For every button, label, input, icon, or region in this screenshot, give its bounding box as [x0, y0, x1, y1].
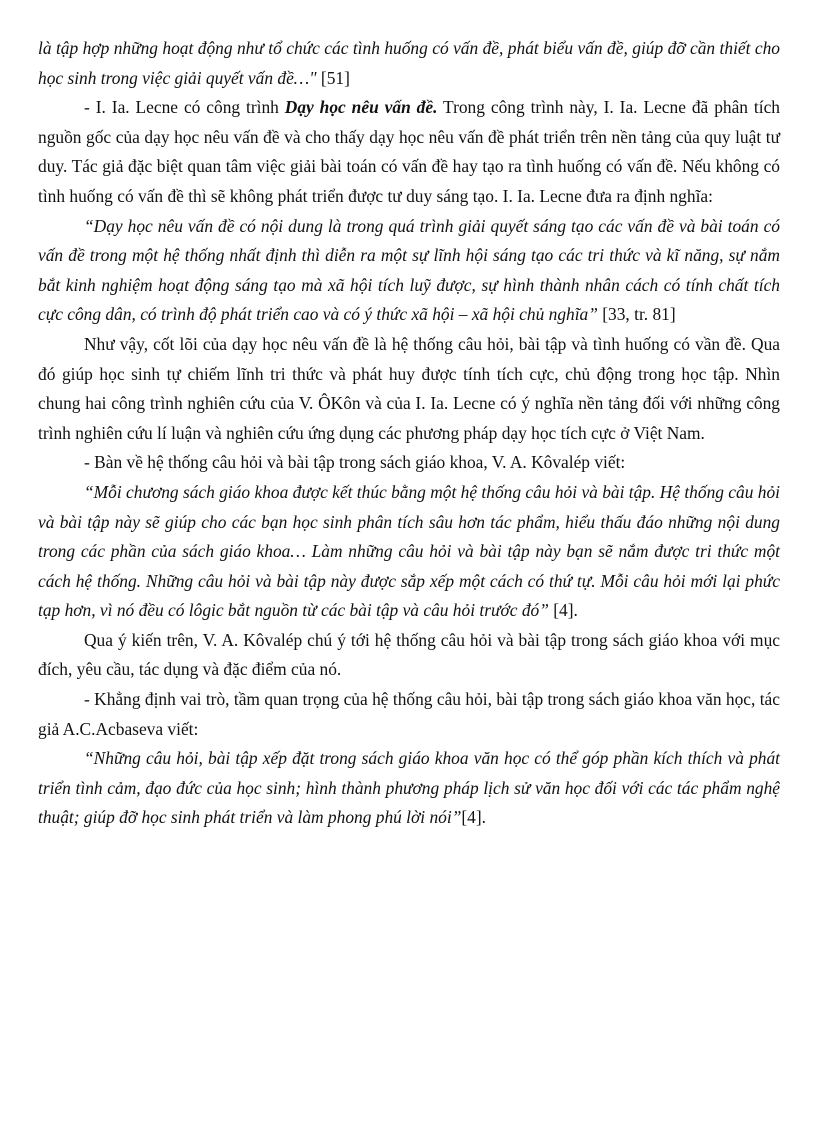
paragraph-text: - I. Ia. Lecne có công trình [84, 97, 285, 118]
citation: [51] [316, 67, 350, 88]
quote-text: “Mỗi chương sách giáo khoa được kết thúc bằng một hệ thống câu hỏi và bài tập. Hệ thống câu hỏi và bài tập này sẽ giúp cho các bạn học sinh phân tích sâu hơn tác phẩm, hiểu thấu đáo những nội dung trong các phần của sách giáo khoa… Làm những câu hỏi và bài tập này bạn sẽ nắm được tri thức một cách hệ thống. Những câu hỏi và bài tập này được sắp xếp một cách có thứ tự. Mỗi câu hỏi mới lại phức tạp hơn, vì nó đều có lôgic bắt nguồn từ các bài tập và câu hỏi trước đó” [38, 481, 780, 621]
quote-text: “Những câu hỏi, bài tập xếp đặt trong sách giáo khoa văn học có thể góp phần kích thích và phát triển tình cảm, đạo đức của học sinh; hình thành phương pháp lịch sử văn học đối với các tác phẩm nghệ thuật; giúp đỡ học sinh phát triển và làm phong phú lời nói” [38, 748, 780, 828]
paragraph-kovalep-quote [38, 478, 780, 626]
paragraph-text: Trong công trình này, I. Ia. Lecne đã phân tích nguồn gốc của dạy học nêu vấn đề và cho thấy dạy học nêu vấn đề phát triển trên nền tảng của quy luật tư duy. Tác giả đặc biệt quan tâm việc giải bài toán có vấn đề hay tạo ra tình huống có vấn đề. Nếu không có tình huống có vấn đề thì sẽ không phát triển được tư duy sáng tạo. I. Ia. Lecne đưa ra định nghĩa: [38, 97, 780, 206]
paragraph-kovalep-comment: Qua ý kiến trên, V. A. Kôvalép chú ý tới hệ thống câu hỏi và bài tập trong sách giáo khoa với mục đích, yêu cầu, tác dụng và đặc điểm của nó. [38, 629, 780, 680]
citation: [4]. [548, 600, 578, 621]
work-title: Dạy học nêu vấn đề. [284, 97, 438, 118]
paragraph-lecne-definition [38, 212, 780, 330]
paragraph-acbaseva-quote [38, 744, 780, 833]
quote-text: “Dạy học nêu vấn đề có nội dung là trong quá trình giải quyết sáng tạo các vấn đề và bài toán có vấn đề trong một hệ thống nhất định thì diễn ra một sự lĩnh hội sáng tạo các tri thức và kĩ năng, sự nắm bắt kinh nghiệm hoạt động sáng tạo mà xã hội tích luỹ được, sự hình thành nhân cách có tính chất tích cực công dân, có trình độ phát triển cao và có ý thức xã hội – xã hội chủ nghĩa” [38, 215, 780, 325]
citation: [4]. [461, 807, 487, 828]
document-page [38, 34, 780, 833]
citation: [33, tr. 81] [597, 304, 676, 325]
paragraph-summary: Như vậy, cốt lõi của dạy học nêu vấn đề là hệ thống câu hỏi, bài tập và tình huống có vần đề. Qua đó giúp học sinh tự chiếm lĩnh tri thức và phát huy được tính tích cực, chủ động trong học tập. Nhìn chung hai công trình nghiên cứu của V. ÔKôn và của I. Ia. Lecne có ý nghĩa nền tảng đối với những công trình nghiên cứu lí luận và nghiên cứu ứng dụng các phương pháp dạy học tích cực ở Việt Nam. [38, 333, 780, 443]
paragraph-lecne-work [38, 93, 780, 211]
paragraph-quote-continuation [38, 34, 780, 93]
paragraph-kovalep-intro: - Bàn về hệ thống câu hỏi và bài tập trong sách giáo khoa, V. A. Kôvalép viết: [84, 452, 626, 473]
quote-text: là tập hợp những hoạt động như tổ chức các tình huống có vấn đề, phát biểu vấn đề, giúp đỡ cần thiết cho học sinh trong việc giải quyết vấn đề…" [38, 38, 780, 88]
paragraph-acbaseva-intro: - Khẳng định vai trò, tầm quan trọng của hệ thống câu hỏi, bài tập trong sách giáo khoa văn học, tác giả A.C.Acbaseva viết: [38, 689, 780, 739]
